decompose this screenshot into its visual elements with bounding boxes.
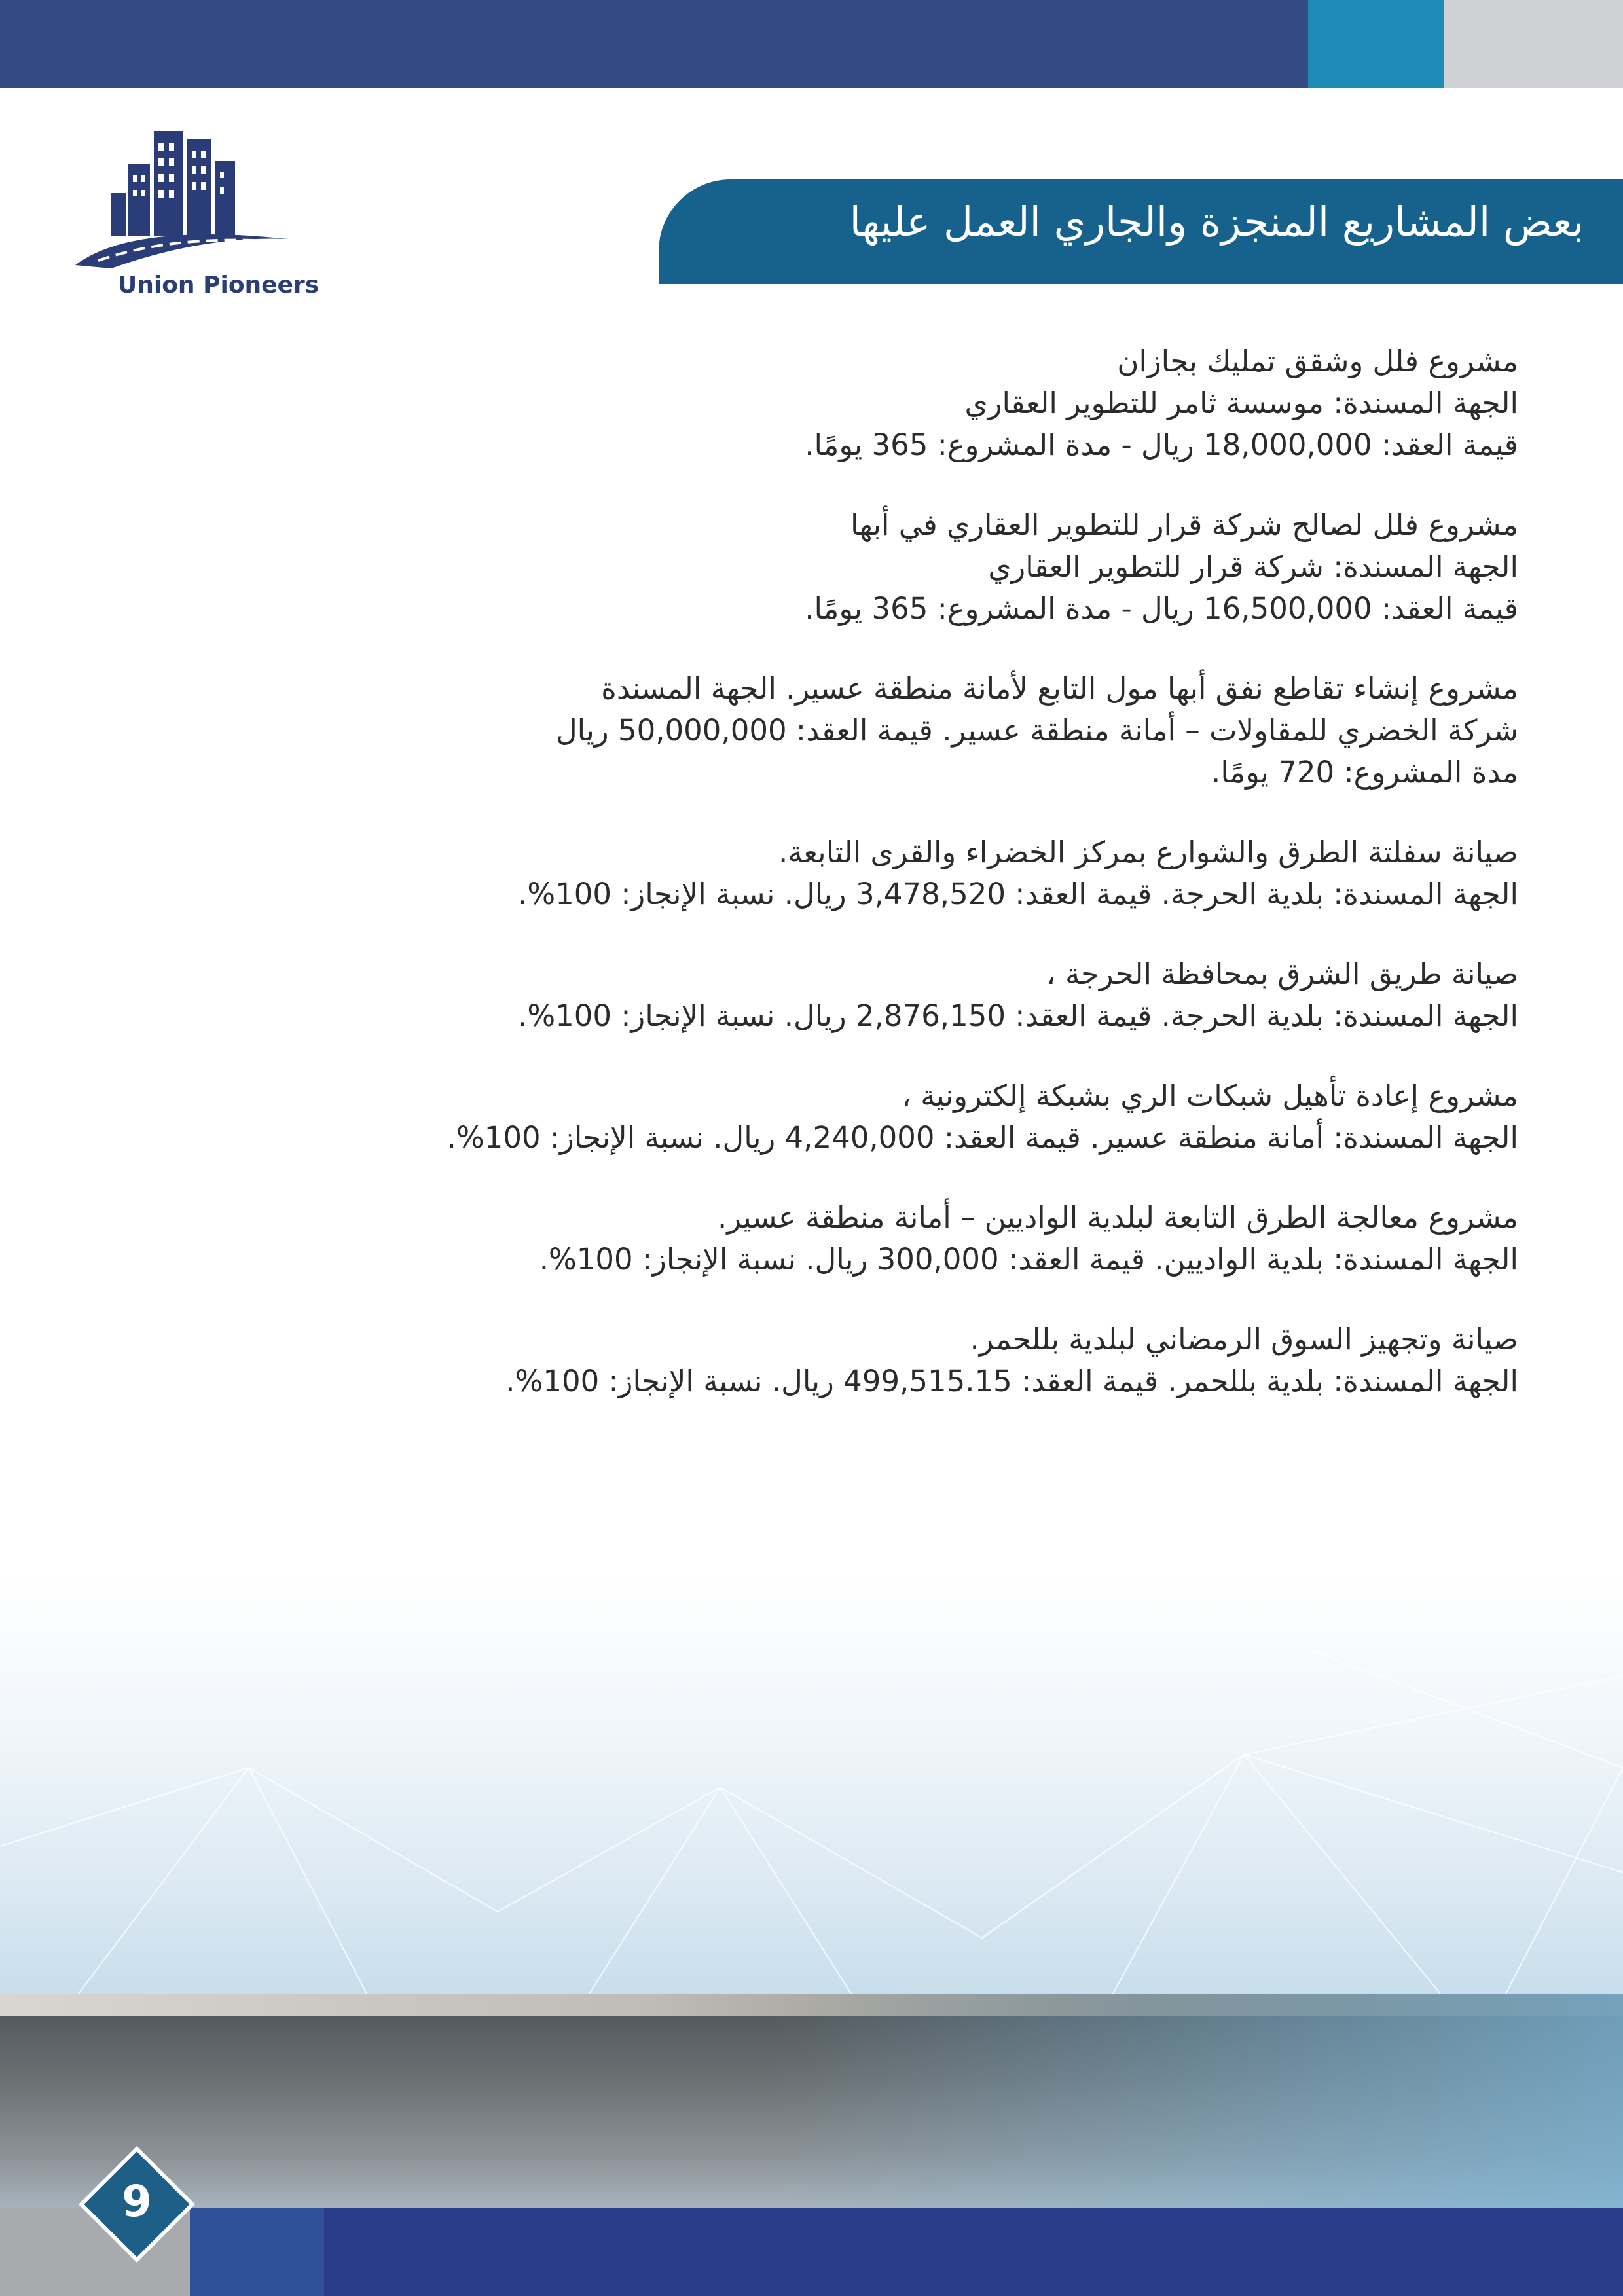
page-number: 9 <box>122 2176 152 2227</box>
project-line: مشروع معالجة الطرق التابعة لبلدية الواديين – أمانة منطقة عسير. <box>717 1200 1518 1235</box>
decorative-network-background <box>0 1571 1623 1994</box>
project-line: مشروع إعادة تأهيل شبكات الري بشبكة إلكترونية ، <box>902 1078 1518 1113</box>
project-line: الجهة المسندة: بلدية الحرجة. قيمة العقد: 2,876,150 ريال. نسبة الإنجاز: 100%. <box>518 998 1518 1033</box>
blue-overlay <box>772 1994 1623 2208</box>
page-title-banner <box>659 179 1623 284</box>
buildings-logo-icon <box>72 124 321 275</box>
project-item <box>176 1197 1518 1281</box>
page-title: بعض المشاريع المنجزة والجاري العمل عليها <box>849 198 1584 246</box>
project-line: صيانة وتجهيز السوق الرمضاني لبلدية بللحمر. <box>970 1322 1518 1357</box>
project-item <box>176 831 1518 915</box>
project-line: الجهة المسندة: موسسة ثامر للتطوير العقاري <box>964 386 1518 420</box>
top-bar-gray-segment <box>1444 0 1623 88</box>
project-line: مدة المشروع: 720 يومًا. <box>1211 755 1518 790</box>
top-bar-teal-segment <box>1308 0 1444 88</box>
project-item <box>176 504 1518 630</box>
project-line: الجهة المسندة: شركة قرار للتطوير العقاري <box>988 549 1518 584</box>
project-line: مشروع إنشاء تقاطع نفق أبها مول التابع لأمانة منطقة عسير. الجهة المسندة <box>601 671 1518 706</box>
project-line: قيمة العقد: 16,500,000 ريال - مدة المشروع: 365 يومًا. <box>805 591 1518 626</box>
bottom-bar-blue-segment <box>190 2208 324 2296</box>
project-item <box>176 1075 1518 1159</box>
project-line: الجهة المسندة: أمانة منطقة عسير. قيمة العقد: 4,240,000 ريال. نسبة الإنجاز: 100%. <box>447 1120 1518 1155</box>
project-line: شركة الخضري للمقاولات – أمانة منطقة عسير. قيمة العقد: 50,000,000 ريال <box>555 713 1518 748</box>
project-line: الجهة المسندة: بلدية الحرجة. قيمة العقد: 3,478,520 ريال. نسبة الإنجاز: 100%. <box>518 877 1518 911</box>
project-item <box>176 953 1518 1037</box>
projects-list <box>176 340 1518 1440</box>
project-line: صيانة طريق الشرق بمحافظة الحرجة ، <box>1046 957 1518 991</box>
bottom-color-bar <box>0 2208 1623 2296</box>
network-lines-graphic <box>0 1571 1623 1994</box>
page-number-badge <box>80 2147 194 2261</box>
project-item <box>176 340 1518 466</box>
project-line: الجهة المسندة: بلدية بللحمر. قيمة العقد: 499,515.15 ريال. نسبة الإنجاز: 100%. <box>505 1364 1518 1398</box>
project-line: مشروع فلل لصالح شركة قرار للتطوير العقاري في أبها <box>850 507 1518 542</box>
project-item <box>176 668 1518 793</box>
company-name: Union Pioneers <box>118 272 319 299</box>
top-color-bar <box>0 0 1623 88</box>
project-line: مشروع فلل وشقق تمليك بجازان <box>1117 344 1518 378</box>
top-bar-navy-segment <box>0 0 1308 88</box>
project-line: قيمة العقد: 18,000,000 ريال - مدة المشروع: 365 يومًا. <box>805 428 1518 462</box>
project-line: صيانة سفلتة الطرق والشوارع بمركز الخضراء والقرى التابعة. <box>778 835 1518 869</box>
company-logo <box>72 124 321 308</box>
road-photo-band <box>0 1994 1623 2208</box>
project-line: الجهة المسندة: بلدية الواديين. قيمة العقد: 300,000 ريال. نسبة الإنجاز: 100%. <box>539 1242 1518 1277</box>
bottom-bar-navy-segment <box>324 2208 1623 2296</box>
project-item <box>176 1319 1518 1402</box>
